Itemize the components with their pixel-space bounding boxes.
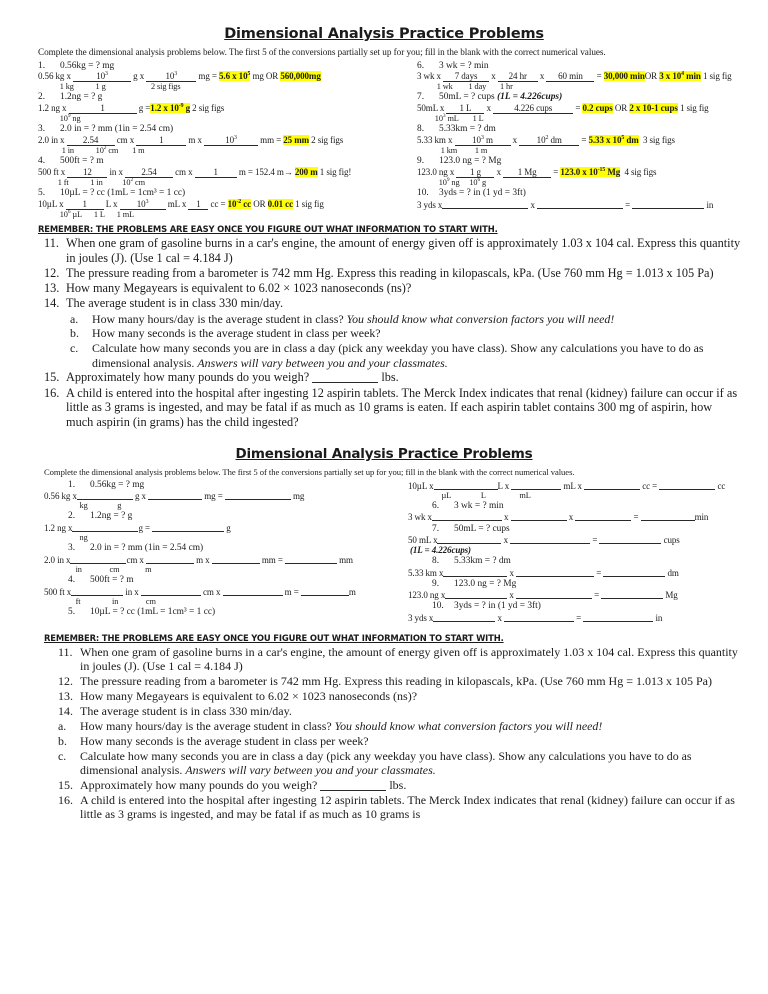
problem-denominators: 1 ft 1 in $10^2$ cm — [38, 177, 145, 187]
remember-banner: REMEMBER: THE PROBLEMS ARE EASY ONCE YOU FIGURE OUT WHAT INFORMATION TO START WITH. — [38, 223, 498, 234]
problem-number: 7. — [432, 523, 440, 534]
problem-work: 5.33 km x x = dm — [408, 567, 679, 578]
problem-prompt: 3yds = ? in (1 yd = 3ft) — [439, 188, 526, 199]
instructions: Complete the dimensional analysis problems below. The first 5 of the conversions partially set up for you; fill in the blank with the correct numerical values. — [38, 47, 606, 57]
question-14-second — [58, 704, 738, 718]
question-14b-second — [58, 734, 738, 748]
problem-number: 10. — [417, 188, 429, 199]
answer-blank[interactable] — [641, 511, 695, 521]
problem-number: 5. — [38, 188, 46, 199]
conversion-numerator: 7 days — [443, 71, 489, 82]
question-12-second — [58, 674, 738, 688]
question-text: How many seconds is the average student in class per week? — [80, 733, 369, 748]
problem-work: 3 wk x 7 days x 24 hr x 60 min = 30,000 minOR 3 x $10^4$ min 1 sig fig — [417, 71, 732, 82]
question-text-after: lbs. — [378, 370, 399, 385]
blank-problem-4 — [44, 575, 394, 606]
question-text: The average student is in class 330 min/day. — [66, 296, 284, 311]
answer-blank[interactable] — [70, 554, 126, 564]
problem-prompt-note: (1L = 4.226cups) — [497, 92, 563, 103]
problem-work: 2.0 in x cm x m x mm = mm — [44, 554, 353, 565]
problem-prompt: 500ft = ? m — [60, 156, 104, 167]
conversion-numerator: $10^3$ — [120, 199, 166, 210]
answer-highlight: 1.2 x $10^{-9}$ g — [150, 102, 190, 113]
arrow-icon: → — [283, 166, 293, 177]
conversion-numerator: 24 hr — [498, 71, 538, 82]
problem-denominators: $10^3$ mL 1 L — [417, 113, 484, 123]
problem-work: 3 yds x x = in — [408, 612, 663, 623]
answer-blank[interactable] — [603, 567, 665, 577]
answer-highlight-alt: 0.01 cc — [267, 198, 293, 209]
problem-prompt: 10µL = ? cc (1mL = 1cm³ = 1 cc) — [60, 188, 186, 199]
problem-number: 4. — [68, 575, 76, 586]
answer-blank[interactable] — [583, 612, 653, 622]
answer-blank[interactable] — [77, 490, 133, 500]
problem-work: 0.56 kg x g x mg = mg — [44, 491, 305, 502]
answer-blank[interactable] — [223, 586, 283, 596]
blank-problem-10 — [408, 601, 744, 623]
problem-prompt: 123.0 ng = ? Mg — [454, 578, 517, 589]
question-text: How many hours/day is the average student in class? — [80, 719, 335, 733]
problem-prompt: 1.2ng = ? g — [60, 92, 103, 103]
problem-work: 3 yds x x = in — [417, 199, 714, 210]
answer-blank[interactable] — [285, 554, 337, 564]
question-number: 15. — [44, 370, 60, 385]
problem-denominators: ft in cm — [44, 596, 156, 606]
question-number: c. — [70, 341, 79, 356]
blank-problem-5-work — [408, 480, 744, 500]
problem-prompt-note: (1L = 4.226cups) — [410, 545, 471, 556]
answer-blank[interactable] — [212, 554, 260, 564]
conversion-numerator: 1 g — [456, 167, 494, 178]
problem-prompt: 3yds = ? in (1 yd = 3ft) — [454, 601, 541, 612]
answer-blank[interactable] — [510, 534, 590, 544]
answer-blank[interactable] — [71, 586, 123, 596]
problem-work: 123.0 ng x x = Mg — [408, 590, 678, 601]
problem-prompt: 5.33km = ? dm — [439, 124, 496, 135]
problem-denominators: ng — [44, 533, 88, 543]
answer-blank[interactable] — [511, 480, 561, 490]
page-title: Dimensional Analysis Practice Problems — [224, 26, 544, 42]
remember-banner-second: REMEMBER: THE PROBLEMS ARE EASY ONCE YOU FIGURE OUT WHAT INFORMATION TO START WITH. — [44, 633, 504, 644]
question-number: 14. — [44, 296, 60, 311]
problem-number: 1. — [38, 60, 46, 71]
answer-blank[interactable] — [434, 480, 498, 490]
question-note: You should know what conversion factors you will need! — [334, 719, 603, 733]
question-number: c. — [58, 748, 67, 763]
question-11 — [44, 236, 742, 266]
question-number: 14. — [58, 704, 73, 719]
question-14c — [44, 341, 742, 370]
problem-work: 0.56 kg x $10^3$ g x $10^3$ mg = 5.6 x $10^5$ mg OR 560,000mg — [38, 71, 321, 82]
problem-number: 4. — [38, 156, 46, 167]
problem-prompt: 50mL = ? cups — [454, 523, 510, 534]
question-text: Approximately how many pounds do you weigh? — [66, 370, 313, 385]
question-text: How many Megayears is equivalent to 6.02 × 1023 nanoseconds (ns)? — [66, 281, 412, 296]
problem-work: 50mL x 1 L x 4.226 cups = 0.2 cups OR 2 x 10-1 cups 1 sig fig — [417, 102, 709, 113]
question-text: Approximately how many pounds do you weigh? — [80, 777, 321, 792]
conversion-numerator: 2.54 — [67, 135, 115, 146]
answer-blank[interactable] — [516, 589, 592, 599]
conversion-numerator: 1 — [188, 199, 208, 210]
problem-number: 5. — [68, 607, 76, 618]
blank-problem-2 — [44, 511, 394, 542]
problem-work: 500 ft x 12 in x 2.54 cm x 1 m = 152.4 m→ 200 m 1 sig fig! — [38, 166, 352, 177]
problem-number: 8. — [417, 124, 425, 135]
question-number: 16. — [44, 385, 60, 400]
question-text: A child is entered into the hospital after ingesting 12 aspirin tablets. The Merck Index indicates that renal (kidney) failure can occur if as little as 3 grams is ingested, and may be fatal if as much as 10 grams is — [80, 792, 735, 821]
answer-highlight-alt: 2 x 10-1 cups — [629, 102, 678, 113]
question-number: 15. — [58, 777, 73, 792]
question-number: b. — [58, 733, 67, 748]
conversion-numerator: 1 Mg — [503, 167, 551, 178]
problem-prompt: 1.2ng = ? g — [90, 511, 133, 522]
problem-denominators: $10^6$ µL 1 L 1 mL — [38, 208, 135, 219]
problem-number: 7. — [417, 92, 425, 103]
answer-key-grid — [0, 59, 768, 220]
problem-prompt: 0.56kg = ? mg — [60, 60, 115, 71]
answer-key-right-column — [399, 61, 760, 220]
problem-prompt: 5.33km = ? dm — [454, 556, 511, 567]
question-number: a. — [70, 311, 79, 326]
question-text: Calculate how many seconds you are in class a day (pick any weekday you have class). Show any calculations you have to do as dimensional analysis. — [80, 748, 692, 777]
problem-4 — [38, 156, 399, 187]
answer-blank[interactable] — [146, 554, 194, 564]
answer-blank[interactable] — [537, 199, 623, 209]
problem-work: 50 mL x x = cups — [408, 535, 680, 546]
problem-work: 1.2 ng x g = g — [44, 522, 231, 533]
answer-highlight: 5.6 x $10^5$ — [219, 71, 251, 82]
problem-prompt: 0.56kg = ? mg — [90, 479, 145, 490]
answer-blank[interactable] — [659, 480, 715, 490]
conversion-numerator: $10^3$ m — [455, 135, 511, 146]
conversion-numerator: 1 — [69, 103, 137, 114]
question-number: a. — [58, 719, 67, 733]
conversion-numerator: 12 — [67, 167, 107, 178]
problem-denominators: 1 wk 1 day 1 hr — [417, 82, 513, 92]
problem-prompt: 2.0 in = ? mm (1in = 2.54 cm) — [60, 124, 174, 135]
question-16-second — [58, 793, 738, 822]
instructions-second: Complete the dimensional analysis problems below. The first 5 of the conversions partially set up for you; fill in the blank with the correct numerical values. — [44, 466, 575, 477]
answer-highlight-alt: 560,000mg — [280, 71, 321, 82]
problem-work: 2.0 in x 2.54 cm x 1 m x $10^3$ mm = 25 mm 2 sig figs — [38, 134, 344, 145]
conversion-numerator: 4.226 cups — [493, 103, 573, 114]
answer-highlight: 30,000 min — [603, 71, 645, 82]
blank-worksheet-grid — [0, 478, 768, 624]
answer-blank[interactable] — [433, 612, 495, 622]
conversion-numerator: $10^3$ — [204, 135, 258, 146]
weight-answer-blank[interactable] — [320, 779, 386, 791]
question-text: The pressure reading from a barometer is 742 mm Hg. Express this reading in kilopascals, kPa. (Use 760 mm Hg = 1.013 x 105 Pa) — [66, 265, 714, 280]
conversion-numerator: $10^3$ — [146, 71, 196, 82]
problem-1 — [38, 61, 399, 92]
problem-prompt: 3 wk = ? min — [439, 60, 489, 71]
problem-number: 2. — [38, 92, 46, 103]
problem-work: 123.0 ng x 1 g x 1 Mg = 123.0 x $10^{-15}$ Mg 4 sig figs — [417, 166, 657, 177]
answer-blank[interactable] — [152, 522, 224, 532]
answer-highlight: 5.33 x $10^5$ dm — [588, 134, 639, 145]
conversion-numerator: 1 — [136, 135, 186, 146]
problem-number: 9. — [432, 578, 440, 589]
problem-8 — [417, 124, 760, 155]
problem-number: 2. — [68, 511, 76, 522]
problem-number: 8. — [432, 556, 440, 567]
question-14c-second — [58, 749, 738, 778]
question-text: How many seconds is the average student in class per week? — [92, 326, 381, 341]
problem-denominators: in cm m — [44, 564, 152, 574]
problem-prompt: 50mL = ? cups — [439, 92, 495, 103]
question-15-second — [58, 778, 738, 792]
question-number: 11. — [58, 645, 73, 660]
problem-prompt: 2.0 in = ? mm (1in = 2.54 cm) — [90, 543, 204, 554]
problem-prompt: 123.0 ng = ? Mg — [439, 156, 502, 167]
problem-work: 3 wk x x x = min — [408, 512, 709, 523]
conversion-numerator: 1 — [195, 167, 237, 178]
question-number: 13. — [58, 689, 73, 704]
problem-5 — [38, 188, 399, 219]
question-14a-second — [58, 719, 738, 733]
blank-problem-6 — [408, 501, 744, 523]
answer-blank[interactable] — [599, 534, 661, 544]
answer-blank[interactable] — [632, 199, 704, 209]
question-note: You should know what conversion factors you will need! — [346, 311, 615, 326]
answer-blank[interactable] — [601, 589, 663, 599]
answer-highlight: 123.0 x $10^{-15}$ Mg — [560, 166, 621, 177]
blank-problem-3 — [44, 543, 394, 574]
problem-work: 1.2 ng x 1 g =1.2 x $10^{-9}$ g 2 sig figs — [38, 102, 225, 113]
question-text: Calculate how many seconds you are in class a day (pick any weekday you have class). Show any calculations you have to do as dimensional analysis. — [92, 341, 704, 370]
question-text-after: lbs. — [386, 777, 407, 792]
question-list — [0, 236, 768, 430]
problem-9 — [417, 156, 760, 187]
question-12 — [44, 266, 742, 281]
problem-number: 6. — [417, 60, 425, 71]
answer-blank[interactable] — [445, 589, 507, 599]
question-14 — [44, 296, 742, 311]
answer-blank[interactable] — [442, 199, 528, 209]
problem-number: 9. — [417, 156, 425, 167]
answer-blank[interactable] — [141, 586, 201, 596]
problem-denominators: $10^9$ ng $10^6$ g — [417, 177, 487, 187]
blank-problem-1 — [44, 480, 394, 511]
conversion-numerator: 60 min — [546, 71, 594, 82]
answer-blank[interactable] — [516, 567, 594, 577]
question-text: A child is entered into the hospital after ingesting 12 aspirin tablets. The Merck Index indicates that renal (kidney) failure can occur if as little as 3 grams is ingested, and may be fatal if as much as 10 grams is eaten. If each aspirin tablet contains 300 mg of aspirin, how much aspirin (in grams) has the child ingested? — [66, 385, 738, 430]
problem-3 — [38, 124, 399, 155]
question-text: When one gram of gasoline burns in a car's engine, the amount of energy given off is approximately 1.03 x 104 cal. Express this quantity in joules (J). (Use 1 cal = 4.184 J) — [80, 645, 738, 674]
answer-highlight: 25 mm — [283, 134, 310, 145]
question-note: Answers will vary between you and your classmates. — [197, 355, 448, 370]
answer-blank[interactable] — [504, 612, 574, 622]
problem-2 — [38, 92, 399, 123]
conversion-numerator: 1 — [66, 199, 104, 210]
problem-denominators: 1 kg 1 g 2 sig figs — [38, 82, 181, 92]
blank-problem-5 — [44, 607, 394, 618]
question-number: 12. — [44, 265, 60, 280]
blank-left-column — [44, 480, 394, 624]
problem-work: 10µL x L x mL x cc = cc — [408, 480, 726, 491]
answer-blank[interactable] — [511, 511, 567, 521]
problem-work: 5.33 km x $10^3$ m x $10^2$ dm = 5.33 x $10^5$ dm 3 sig figs — [417, 134, 675, 145]
problem-prompt: 10µL = ? cc (1mL = 1cm³ = 1 cc) — [90, 607, 216, 618]
question-list-second — [0, 645, 768, 821]
answer-blank[interactable] — [225, 490, 291, 500]
blank-problem-9 — [408, 579, 744, 601]
question-number: 16. — [58, 792, 73, 807]
question-number: 11. — [44, 235, 59, 250]
question-text: How many Megayears is equivalent to 6.02 × 1023 nanoseconds (ns)? — [80, 689, 418, 704]
answer-highlight: 0.2 cups — [582, 102, 613, 113]
question-13-second — [58, 689, 738, 703]
problem-prompt: 500ft = ? m — [90, 575, 134, 586]
problem-denominators: 1 km 1 m — [417, 145, 488, 155]
question-14b — [44, 326, 742, 340]
problem-number: 3. — [38, 124, 46, 135]
answer-blank[interactable] — [301, 586, 349, 596]
answer-blank[interactable] — [584, 480, 640, 490]
question-15 — [44, 370, 742, 385]
problem-6 — [417, 61, 760, 92]
conversion-numerator: $10^3$ — [73, 71, 131, 82]
problem-denominators: µL L mL — [408, 490, 531, 500]
question-number: b. — [70, 326, 79, 341]
question-16 — [44, 386, 742, 430]
answer-blank[interactable] — [575, 511, 631, 521]
question-text: When one gram of gasoline burns in a car's engine, the amount of energy given off is approximately 1.03 x 104 cal. Express this quantity in joules (J). (Use 1 cal = 4.184 J) — [66, 235, 741, 265]
problem-7 — [417, 92, 760, 123]
problem-number: 10. — [432, 601, 444, 612]
problem-work: 500 ft x in x cm x m = m — [44, 586, 356, 597]
question-13 — [44, 281, 742, 296]
question-text: The average student is in class 330 min/day. — [80, 704, 292, 719]
question-11-second — [58, 645, 738, 674]
answer-blank[interactable] — [443, 567, 507, 577]
answer-highlight: 200 m — [294, 166, 318, 177]
problem-number: 3. — [68, 543, 76, 554]
conversion-numerator: 1 L — [446, 103, 484, 114]
problem-denominators: 1 in $10^2$ cm 1 m — [38, 145, 145, 155]
answer-highlight-alt: 3 x $10^4$ min — [659, 71, 701, 82]
question-note: Answers will vary between you and your classmates. — [185, 762, 436, 777]
conversion-numerator: 2.54 — [125, 167, 173, 178]
problem-denominators: $10^9$ ng — [38, 113, 81, 123]
question-number: 12. — [58, 674, 73, 689]
problem-denominators: kg g — [44, 501, 122, 511]
problem-prompt: 3 wk = ? min — [454, 500, 504, 511]
problem-work: 10µL x 1 L x $10^3$ mL x 1 cc = $10^{-2}$ cc OR 0.01 cc 1 sig fig — [38, 198, 324, 209]
problem-number: 1. — [68, 479, 76, 490]
conversion-numerator: $10^2$ dm — [519, 135, 579, 146]
answer-key-left-column — [38, 61, 399, 220]
answer-blank[interactable] — [72, 522, 138, 532]
answer-blank[interactable] — [437, 534, 501, 544]
answer-blank[interactable] — [148, 490, 202, 500]
problem-10 — [417, 188, 760, 210]
blank-problem-7 — [408, 524, 744, 556]
question-number: 13. — [44, 281, 60, 296]
blank-problem-8 — [408, 556, 744, 578]
answer-blank[interactable] — [432, 511, 502, 521]
weight-answer-blank[interactable] — [312, 371, 378, 383]
question-14a — [44, 312, 742, 326]
problem-number: 6. — [432, 500, 440, 511]
blank-right-column — [394, 480, 744, 624]
page-title-second: Dimensional Analysis Practice Problems — [235, 445, 533, 462]
answer-highlight: $10^{-2}$ cc — [227, 198, 252, 209]
question-text: How many hours/day is the average student in class? — [92, 311, 347, 326]
question-text: The pressure reading from a barometer is 742 mm Hg. Express this reading in kilopascals, kPa. (Use 760 mm Hg = 1.013 x 105 Pa) — [80, 674, 712, 689]
